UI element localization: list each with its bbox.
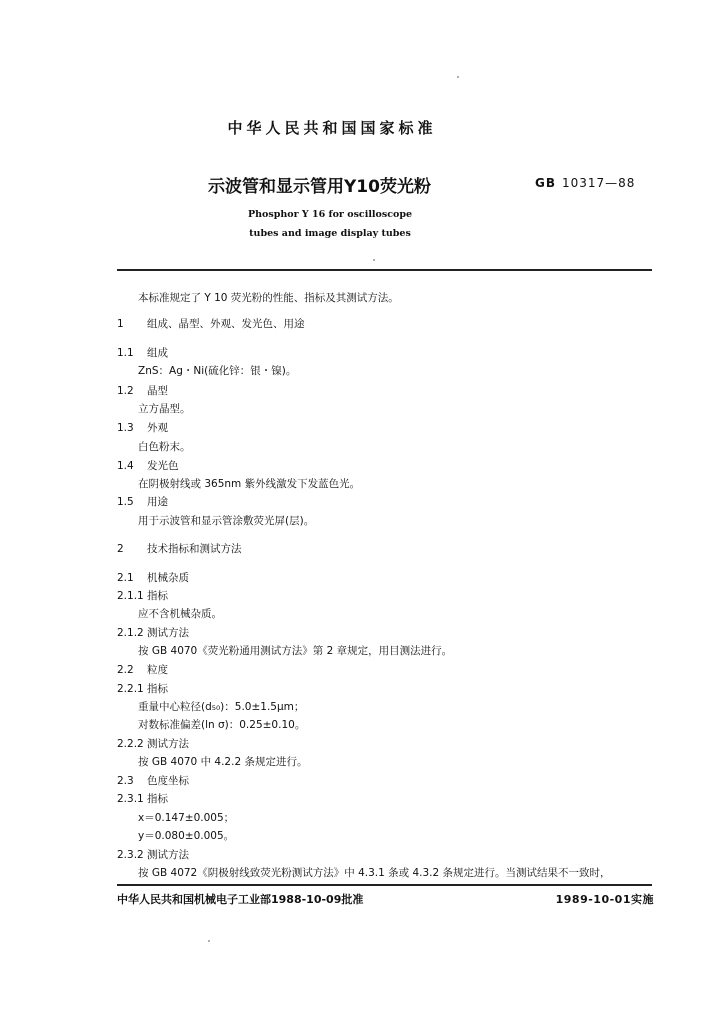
section-number: 2.2.2 (117, 738, 144, 750)
line-text: 测试方法 (147, 627, 189, 639)
body-line (117, 791, 168, 806)
english-title-line-2: tubes and image display tubes (249, 228, 411, 239)
body-line (138, 643, 452, 658)
approval-line: 中华人民共和国机械电子工业部1988-10-09批准 (117, 893, 364, 906)
body-line (117, 420, 168, 435)
body-line (117, 316, 305, 331)
body-line (138, 363, 296, 378)
body-line (138, 828, 234, 843)
section-number: 2.3.2 (117, 849, 144, 861)
line-text: 测试方法 (147, 849, 189, 861)
body-line (117, 847, 189, 862)
line-text: 技术指标和测试方法 (147, 543, 242, 555)
line-text: 组成、晶型、外观、发光色、用途 (147, 318, 305, 330)
body-line (138, 606, 222, 621)
line-text: 重量中心粒径(d₅₀)：5.0±1.5μm； (138, 701, 305, 713)
line-text: 组成 (147, 347, 168, 359)
section-number: 1 (117, 318, 124, 330)
document-title: 示波管和显示管用Y10荧光粉 (208, 177, 431, 197)
footer-divider (117, 884, 652, 886)
scan-speck (208, 940, 210, 942)
header-divider (117, 269, 652, 271)
line-text: 按 GB 4070《荧光粉通用测试方法》第 2 章规定，用目测法进行。 (138, 645, 453, 657)
line-text: 晶型 (147, 385, 168, 397)
body-line (117, 458, 179, 473)
scan-speck (373, 259, 375, 261)
body-line (117, 383, 168, 398)
section-number: 1.1 (117, 347, 134, 359)
body-line (138, 865, 611, 880)
section-number: 2.3 (117, 775, 134, 787)
line-text: 机械杂质 (147, 572, 189, 584)
body-line (117, 588, 168, 603)
english-title-line-1: Phosphor Y 16 for oscilloscope (247, 209, 413, 220)
section-number: 1.2 (117, 385, 134, 397)
section-number: 1.5 (117, 496, 134, 508)
line-text: 在阴极射线或 365nm 紫外线激发下发蓝色光。 (138, 478, 361, 490)
implementation-date: 1989-10-01实施 (555, 893, 654, 906)
line-text: ZnS：Ag・Ni(硫化锌：银・镍)。 (138, 365, 297, 377)
standard-code-number: 10317—88 (562, 176, 636, 190)
body-line (117, 662, 168, 677)
body-line (117, 494, 168, 509)
body-line (117, 541, 242, 556)
intro-paragraph: 本标准规定了 Y 10 荧光粉的性能、指标及其测试方法。 (138, 292, 399, 304)
line-text: 按 GB 4072《阴极射线致荧光粉测试方法》中 4.3.1 条或 4.3.2 条规定进行。当测试结果不一致时， (138, 867, 611, 879)
body-line (138, 513, 314, 528)
line-text: 指标 (147, 683, 168, 695)
section-number: 2.1.2 (117, 627, 144, 639)
body-line (117, 345, 168, 360)
line-text: y＝0.080±0.005。 (138, 830, 235, 842)
body-line (117, 681, 168, 696)
body-line (117, 625, 189, 640)
body-line (138, 439, 191, 454)
line-text: 色度坐标 (147, 775, 189, 787)
body-line (117, 570, 189, 585)
body-line (138, 810, 234, 825)
scan-speck (457, 76, 459, 78)
standard-code-prefix: GB (535, 176, 556, 190)
line-text: 对数标准偏差(ln σ)：0.25±0.10。 (138, 719, 306, 731)
standard-code (535, 176, 635, 190)
section-number: 2 (117, 543, 124, 555)
body-line (138, 476, 360, 491)
section-number: 2.2 (117, 664, 134, 676)
line-text: 粒度 (147, 664, 168, 676)
line-text: 外观 (147, 422, 168, 434)
body-line (117, 736, 189, 751)
body-line (138, 754, 307, 769)
body-line (138, 717, 305, 732)
section-number: 2.2.1 (117, 683, 144, 695)
line-text: 用途 (147, 496, 168, 508)
section-number: 2.1.1 (117, 590, 144, 602)
body-line (138, 699, 304, 714)
line-text: 用于示波管和显示管涂敷荧光屏(层)。 (138, 515, 315, 527)
line-text: 立方晶型。 (138, 403, 191, 415)
line-text: x＝0.147±0.005； (138, 812, 235, 824)
line-text: 指标 (147, 793, 168, 805)
section-number: 1.3 (117, 422, 134, 434)
section-number: 2.3.1 (117, 793, 144, 805)
body-line (138, 401, 191, 416)
line-text: 测试方法 (147, 738, 189, 750)
line-text: 白色粉末。 (138, 441, 191, 453)
line-text: 指标 (147, 590, 168, 602)
national-standard-heading: 中华人民共和国国家标准 (227, 119, 437, 137)
line-text: 按 GB 4070 中 4.2.2 条规定进行。 (138, 756, 308, 768)
section-number: 1.4 (117, 460, 134, 472)
line-text: 应不含机械杂质。 (138, 608, 222, 620)
line-text: 发光色 (147, 460, 179, 472)
section-number: 2.1 (117, 572, 134, 584)
body-line (117, 773, 189, 788)
